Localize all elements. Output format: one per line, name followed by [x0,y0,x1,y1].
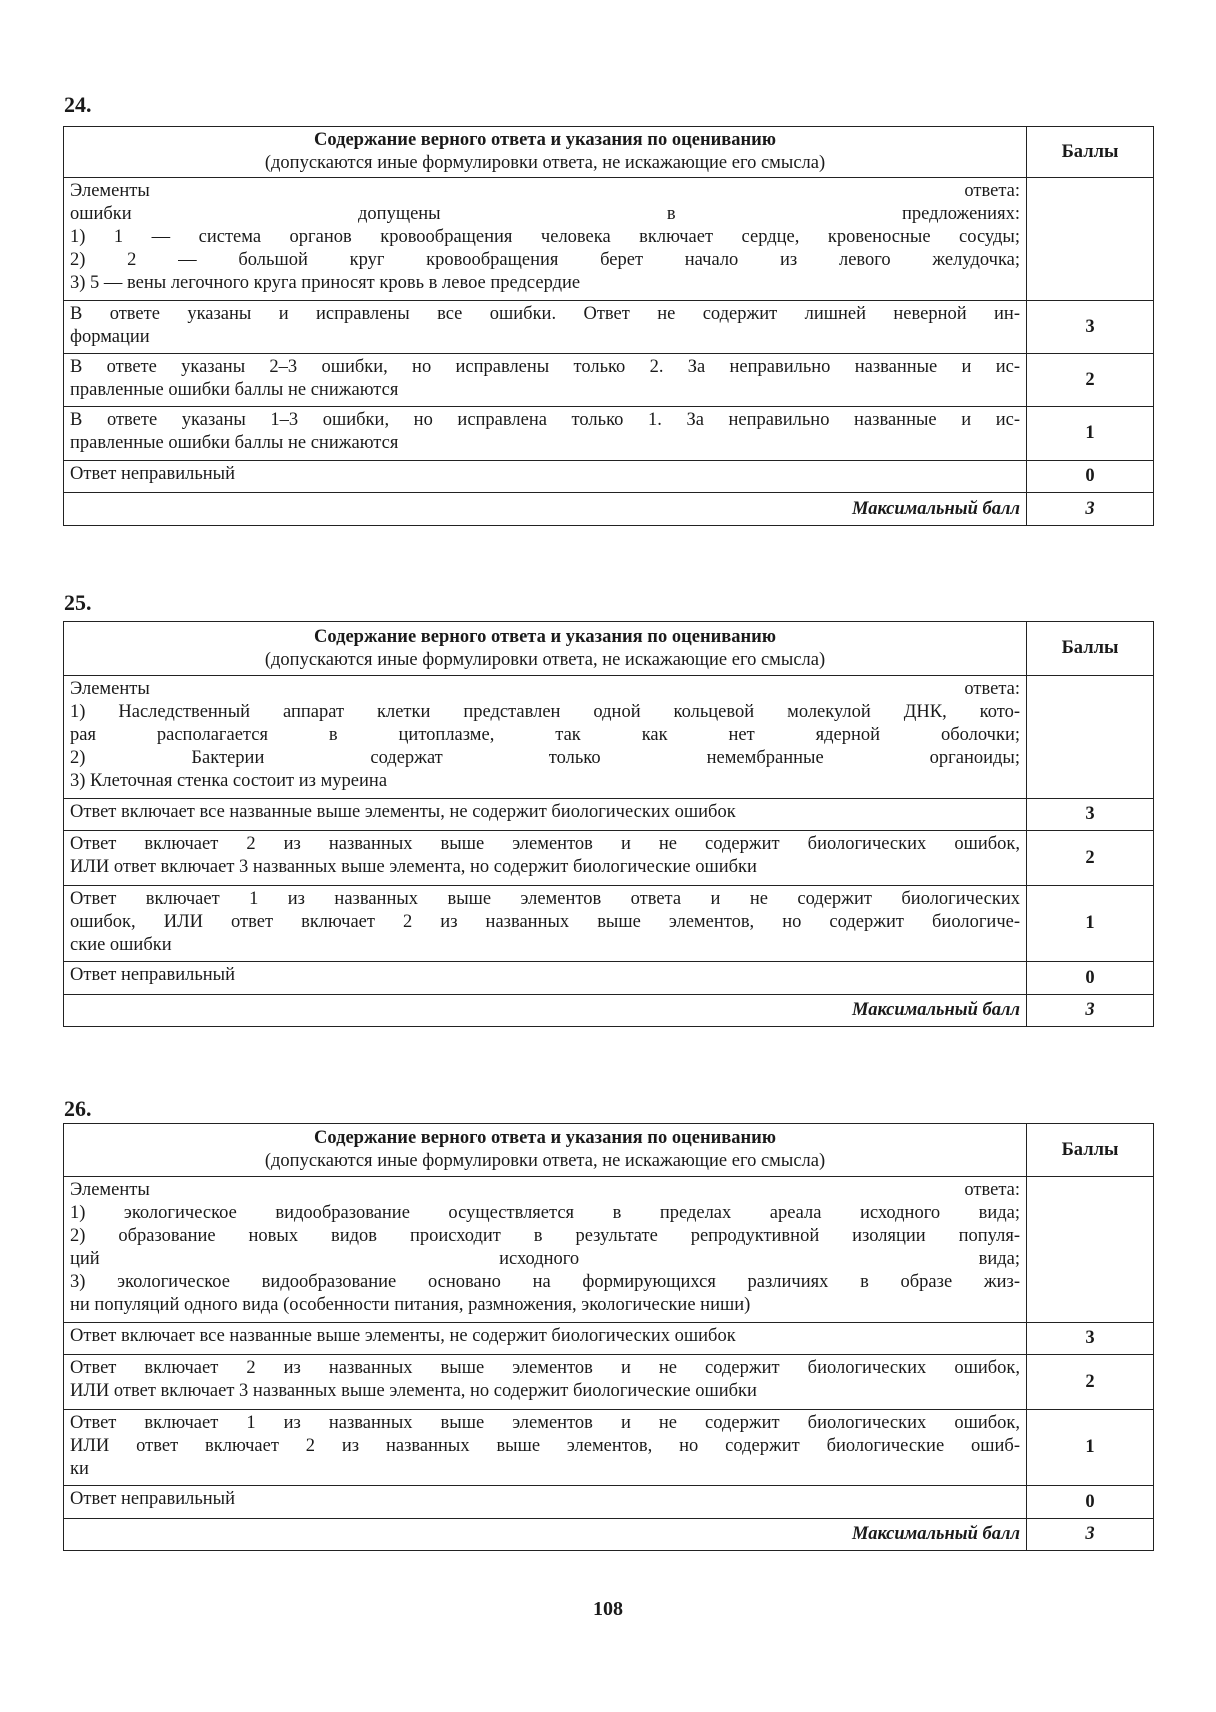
criteria-text-cell [64,1355,1027,1410]
text-line: правленные ошибки баллы не снижаются [70,433,399,453]
text-line: В ответе указаны и исправлены все ошибки. Ответ не содержит лишней неверной ин- [70,304,1020,324]
criteria-text-cell [64,1410,1027,1486]
text-line: ошибки допущены в предложениях: [70,204,1020,224]
header-score-cell: Баллы [1027,127,1154,178]
header-row [64,1124,1154,1177]
header-title: Содержание верного ответа и указания по оцениванию [314,626,776,647]
answer-elements-cell [64,1177,1027,1323]
criteria-row [64,962,1154,995]
max-score-value: 3 [1027,493,1154,526]
text-line: рая располагается в цитоплазме, так как нет ядерной оболочки; [70,725,1020,745]
criteria-score: 0 [1027,1486,1154,1519]
criteria-score: 3 [1027,301,1154,354]
answer-elements-row [64,178,1154,301]
text-line: 2) 2 — большой круг кровообращения берет начало из левого желудочка; [70,250,1020,270]
max-score-label: Максимальный балл [64,995,1027,1027]
question-number: 25. [64,590,92,615]
scoring-table [63,1123,1154,1551]
criteria-score: 1 [1027,407,1154,461]
criteria-score: 1 [1027,886,1154,962]
text-line: Ответ включает 1 из названных выше элементов ответа и не содержит биологических [70,889,1020,909]
text-line: 1) Наследственный аппарат клетки представлен одной кольцевой молекулой ДНК, кото- [70,702,1020,722]
text-line: 3) экологическое видообразование основано на формирующихся различиях в образе жиз- [70,1272,1020,1292]
text-line: Ответ включает все названные выше элементы, не содержит биологических ошибок [70,1326,736,1346]
criteria-text-cell [64,831,1027,886]
criteria-score: 3 [1027,799,1154,831]
criteria-score: 1 [1027,1410,1154,1486]
criteria-row [64,799,1154,831]
criteria-text-cell [64,407,1027,461]
max-score-value: 3 [1027,1519,1154,1551]
text-line: правленные ошибки баллы не снижаются [70,380,399,400]
answer-elements-row [64,676,1154,799]
text-line: 2) образование новых видов происходит в результате репродуктивной изоляции популя- [70,1226,1020,1246]
criteria-row [64,461,1154,493]
criteria-text-cell [64,886,1027,962]
criteria-score: 2 [1027,354,1154,407]
answer-elements-row [64,1177,1154,1323]
header-content-cell [64,127,1027,178]
text-line: Элементы ответа: [70,181,1020,201]
max-score-label: Максимальный балл [64,1519,1027,1551]
text-line: 1) 1 — система органов кровообращения человека включает сердце, кровеносные сосуды; [70,227,1020,247]
text-line: 2) Бактерии содержат только немембранные органоиды; [70,748,1020,768]
criteria-text-cell [64,1486,1027,1519]
text-line: ошибок, ИЛИ ответ включает 2 из названных выше элементов, но содержит биологиче- [70,912,1020,932]
text-line: В ответе указаны 2–3 ошибки, но исправлены только 2. За неправильно названные и ис- [70,357,1020,377]
header-score-cell: Баллы [1027,1124,1154,1177]
criteria-score: 2 [1027,1355,1154,1410]
header-title: Содержание верного ответа и указания по оцениванию [314,130,776,150]
text-line: ки [70,1459,89,1479]
criteria-row [64,886,1154,962]
header-subtitle: (допускаются иные формулировки ответа, не искажающие его смысла) [264,649,826,670]
scoring-table [63,126,1154,526]
text-line: 3) 5 — вены легочного круга приносят кровь в левое предсердие [70,273,581,293]
max-score-label: Максимальный балл [64,493,1027,526]
text-line: Ответ включает 2 из названных выше элементов и не содержит биологических ошибок, [70,834,1020,854]
text-line: Элементы ответа: [70,679,1020,699]
criteria-row [64,407,1154,461]
text-line: ни популяций одного вида (особенности питания, размножения, экологические ниши) [70,1295,751,1315]
text-line: В ответе указаны 1–3 ошибки, но исправлена только 1. За неправильно названные и ис- [70,410,1020,430]
header-content-cell [64,1124,1027,1177]
text-line: Элементы ответа: [70,1180,1020,1200]
question-number: 26. [64,1096,92,1121]
criteria-score: 0 [1027,962,1154,995]
criteria-row [64,354,1154,407]
text-line: Ответ неправильный [70,464,236,484]
criteria-score: 2 [1027,831,1154,886]
criteria-row [64,1410,1154,1486]
header-subtitle: (допускаются иные формулировки ответа, не искажающие его смысла) [264,153,826,173]
question-number: 24. [64,92,92,117]
criteria-row [64,1355,1154,1410]
header-title: Содержание верного ответа и указания по оцениванию [314,1128,776,1148]
max-score-row [64,1519,1154,1551]
max-score-row [64,995,1154,1027]
criteria-row [64,1486,1154,1519]
text-line: ИЛИ ответ включает 2 из названных выше элементов, но содержит биологические ошиб- [70,1436,1020,1456]
header-row [64,622,1154,676]
answer-elements-cell [64,676,1027,799]
header-row [64,127,1154,178]
text-line: Ответ неправильный [70,965,236,985]
header-score-cell: Баллы [1027,622,1154,676]
criteria-text-cell [64,461,1027,493]
empty-score-cell [1027,178,1154,301]
text-line: Ответ включает 1 из названных выше элементов и не содержит биологических ошибок, [70,1413,1020,1433]
empty-score-cell [1027,676,1154,799]
page-number: 108 [593,1598,623,1620]
text-line: Ответ неправильный [70,1489,236,1509]
criteria-row [64,301,1154,354]
max-score-row [64,493,1154,526]
text-line: Ответ включает все названные выше элементы, не содержит биологических ошибок [70,802,736,822]
header-subtitle: (допускаются иные формулировки ответа, не искажающие его смысла) [264,1151,826,1171]
criteria-text-cell [64,1323,1027,1355]
text-line: Ответ включает 2 из названных выше элементов и не содержит биологических ошибок, [70,1358,1020,1378]
text-line: ИЛИ ответ включает 3 названных выше элемента, но содержит биологические ошибки [70,857,757,877]
header-content-cell [64,622,1027,676]
criteria-text-cell [64,301,1027,354]
text-line: ские ошибки [70,935,172,955]
criteria-text-cell [64,962,1027,995]
text-line: ИЛИ ответ включает 3 названных выше элемента, но содержит биологические ошибки [70,1381,757,1401]
text-line: 3) Клеточная стенка состоит из муреина [70,771,388,791]
text-line: формации [70,327,150,347]
empty-score-cell [1027,1177,1154,1323]
text-line: ций исходного вида; [70,1249,1020,1269]
scoring-table [63,621,1154,1027]
max-score-value: 3 [1027,995,1154,1027]
criteria-score: 0 [1027,461,1154,493]
criteria-row [64,1323,1154,1355]
criteria-text-cell [64,354,1027,407]
criteria-row [64,831,1154,886]
answer-elements-cell [64,178,1027,301]
text-line: 1) экологическое видообразование осуществляется в пределах ареала исходного вида; [70,1203,1020,1223]
criteria-text-cell [64,799,1027,831]
criteria-score: 3 [1027,1323,1154,1355]
